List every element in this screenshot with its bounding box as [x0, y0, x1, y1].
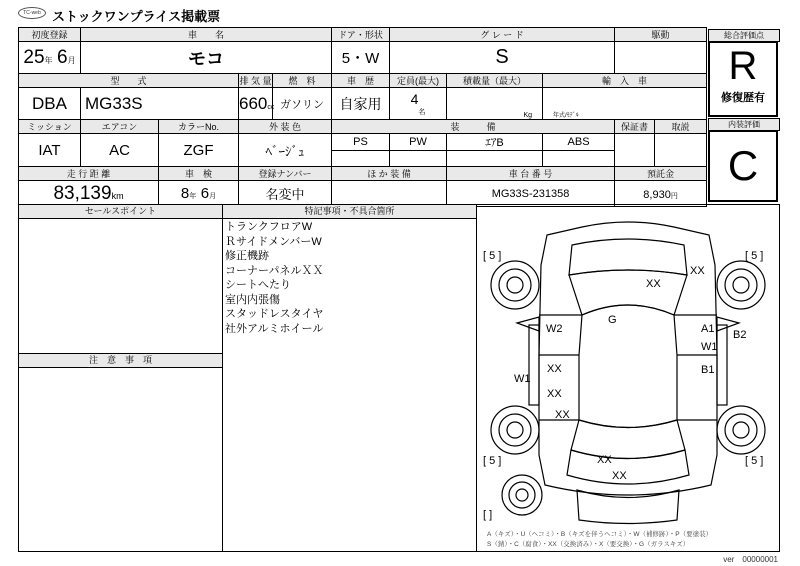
overall-grade-label: 総合評価点 — [708, 29, 780, 42]
first-reg-label: 初度登録 — [19, 28, 81, 42]
note-item: シートへたり — [225, 279, 291, 291]
drive-label: 駆動 — [615, 28, 707, 42]
deposit-number: 8,930 — [643, 188, 671, 201]
reg-month: 6 — [57, 46, 68, 68]
notes-header: 特記事項・不具合箇所 — [223, 205, 476, 219]
legend-line-2: S（錆）・C（腐食）・XX（交換済み）・X（要交換）・G（ガラスキズ） — [487, 541, 690, 548]
damage-mark: XX — [646, 278, 661, 290]
overall-grade-note: 修復歴有 — [721, 92, 765, 104]
exterior-color-value: ﾍﾞｰｼﾞｭ — [239, 134, 332, 167]
capacity-number: 4 — [410, 90, 419, 107]
reg-year-unit: 年 — [44, 55, 53, 65]
equip-pw: PW — [390, 134, 447, 151]
equip-empty-1 — [332, 151, 390, 167]
deposit-label: 預託金 — [615, 167, 707, 181]
sales-point-header: セールスポイント — [19, 205, 222, 219]
mission-value: IAT — [19, 134, 81, 167]
caution-header: 注 意 事 項 — [19, 353, 222, 368]
damage-mark: XX — [555, 409, 570, 421]
damage-mark: B2 — [733, 329, 747, 341]
car-damage-diagram — [477, 205, 779, 551]
load-label: 積載量（最大） — [447, 74, 543, 88]
inspection-year: 8 — [180, 184, 190, 202]
inspection-month: 6 — [200, 184, 210, 202]
overall-grade-value: R — [728, 44, 758, 88]
model-label: 型 式 — [19, 74, 239, 88]
car-name-label: 車 名 — [81, 28, 332, 42]
import-value: 年式/ﾓﾃﾞﾙ — [543, 88, 707, 120]
first-reg-value — [19, 42, 81, 74]
model-code: MG33S — [81, 88, 239, 120]
grade-label: グ レ ー ド — [390, 28, 615, 42]
deposit-value — [615, 181, 707, 207]
manual-value — [655, 134, 707, 167]
page-title: ストックワンプライス掲載票 — [52, 9, 221, 24]
version: ver 00000001 — [723, 555, 778, 564]
divider-left — [222, 205, 223, 551]
tire-front-left — [491, 261, 539, 309]
tire-label-fl: [ 5 ] — [483, 250, 502, 262]
reg-month-unit: 月 — [67, 55, 76, 65]
plate-value: 名変中 — [239, 181, 332, 207]
equip-abs: ABS — [543, 134, 615, 151]
damage-mark: XX — [612, 470, 627, 482]
damage-mark: W1 — [701, 341, 718, 353]
note-item: 社外アルミホイール — [225, 322, 324, 335]
chassis-no-label: 車 台 番 号 — [447, 167, 615, 181]
displacement-number: 660 — [239, 93, 268, 113]
inspection-month-unit: 月 — [209, 192, 217, 200]
warranty-label: 保証書 — [615, 120, 655, 134]
trunk — [567, 450, 689, 484]
tire-label-rl: [ 5 ] — [483, 455, 502, 467]
manual-label: 取説 — [655, 120, 707, 134]
tire-label-spare: [ ] — [483, 509, 493, 521]
note-item: スタッドレスタイヤ — [225, 308, 324, 320]
tire-rear-left — [491, 406, 539, 454]
chassis-no-value: MG33S-231358 — [447, 181, 615, 207]
ac-value: AC — [81, 134, 159, 167]
damage-mark: A1 — [701, 323, 715, 335]
equip-empty-4 — [543, 151, 615, 167]
note-item: ＲサイドメンバーW — [225, 235, 322, 248]
equip-empty-3 — [447, 151, 543, 167]
import-label: 輸 入 車 — [543, 74, 707, 88]
damage-mark: B1 — [701, 364, 715, 376]
mission-label: ミッション — [19, 120, 81, 134]
note-item: 修正機跡 — [225, 250, 269, 262]
displacement-label: 排 気 量 — [239, 74, 273, 88]
capacity-unit: 名 — [418, 108, 426, 116]
rear-glass — [571, 420, 685, 459]
drive-value — [615, 42, 707, 74]
caution-area — [19, 367, 222, 551]
logo: TC-web — [18, 7, 46, 19]
damage-mark: W2 — [546, 323, 563, 335]
capacity-value — [390, 88, 447, 120]
warranty-value — [615, 134, 655, 167]
model-prefix: DBA — [19, 88, 81, 120]
note-item: 室内内張傷 — [225, 293, 280, 306]
load-value: Kg — [447, 88, 543, 120]
overall-grade-box — [708, 41, 778, 117]
capacity-label: 定員(最大) — [390, 74, 447, 88]
mileage-label: 走 行 距 離 — [19, 167, 159, 181]
windshield — [569, 270, 687, 315]
damage-mark: XX — [597, 454, 612, 466]
door-type-label: ドア・形状 — [332, 28, 390, 42]
displacement-value — [239, 88, 273, 120]
interior-grade-label: 内装評価 — [708, 118, 780, 131]
legend-line-1: A（キズ）・U（ヘコミ）・B（キズを伴うヘコミ）・W（補修跡）・P（要塗装） — [487, 531, 713, 538]
reg-year: 25 — [23, 46, 45, 68]
damage-mark: W1 — [514, 373, 531, 385]
vehicle-info-table — [18, 27, 707, 207]
mileage-number: 83,139 — [53, 182, 112, 204]
notes-list — [225, 220, 475, 336]
displacement-unit: cc — [267, 103, 275, 111]
equip-empty-2 — [390, 151, 447, 167]
sales-point-area — [19, 219, 222, 353]
mileage-unit: km — [111, 190, 124, 201]
interior-grade-value: C — [727, 142, 759, 189]
note-item: コーナーパネルＸＸ — [225, 264, 324, 277]
exterior-color-label: 外 装 色 — [239, 120, 332, 134]
inspection-label: 車 検 — [159, 167, 239, 181]
car-name-value: モコ — [81, 42, 332, 74]
tire-spare — [502, 475, 542, 515]
color-no-label: カラーNo. — [159, 120, 239, 134]
fuel-value: ガソリン — [273, 88, 332, 120]
tire-rear-right — [717, 406, 765, 454]
tire-front-right — [717, 261, 765, 309]
other-equipment-value — [332, 181, 447, 207]
damage-mark: XX — [547, 388, 562, 400]
other-equipment-label: ほ か 装 備 — [332, 167, 447, 181]
inspection-year-unit: 年 — [189, 192, 197, 200]
door-type-value: 5・W — [332, 42, 390, 74]
equipment-label: 装 備 — [332, 120, 615, 134]
equip-ps: PS — [332, 134, 390, 151]
color-no-value: ZGF — [159, 134, 239, 167]
history-value: 自家用 — [332, 88, 390, 120]
roof — [579, 305, 677, 428]
damage-mark: XX — [547, 363, 562, 375]
interior-grade-box — [708, 130, 778, 202]
inspection-value — [159, 181, 239, 207]
ac-label: エアコン — [81, 120, 159, 134]
damage-mark: G — [608, 314, 617, 326]
equip-airbag: ｴｱB — [447, 134, 543, 151]
fuel-label: 燃 料 — [273, 74, 332, 88]
plate-label: 登録ナンバー — [239, 167, 332, 181]
note-item: トランクフロアW — [225, 221, 313, 233]
tire-label-fr: [ 5 ] — [745, 250, 764, 262]
body-outline — [539, 222, 717, 495]
mileage-value — [19, 181, 159, 207]
tire-label-rr: [ 5 ] — [745, 455, 764, 467]
damage-mark: XX — [690, 265, 705, 277]
history-label: 車 歴 — [332, 74, 390, 88]
grade-value: S — [390, 42, 615, 74]
deposit-unit: 円 — [670, 192, 678, 200]
